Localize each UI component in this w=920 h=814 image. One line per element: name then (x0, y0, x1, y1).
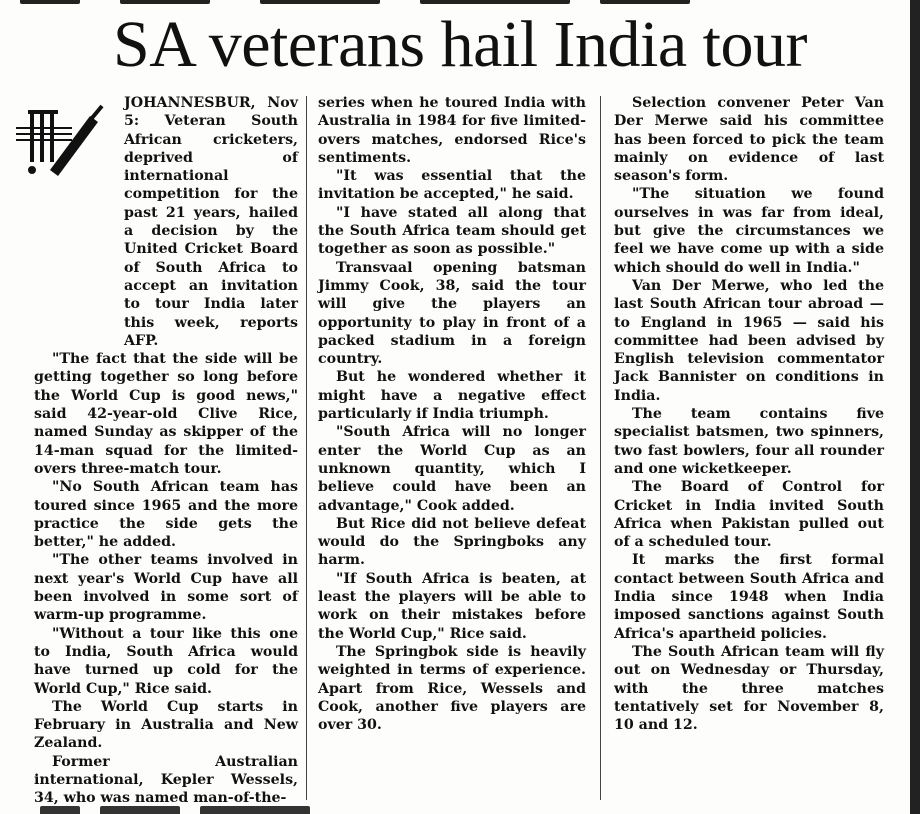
article-paragraph: "If South Africa is beaten, at least the players will be able to work on their mistakes before the World Cup," Rice said. (318, 570, 586, 642)
article-paragraph: The Board of Control for Cricket in India invited South Africa when Pakistan pulled out of a scheduled tour. (614, 479, 884, 551)
column-rule (600, 96, 601, 800)
article-paragraph: "South Africa will no longer enter the World Cup as an unknown quantity, which I believe could have been an advantage," Cook added. (318, 424, 586, 514)
article-paragraph: "No South African team has toured since 1965 and the more practice the side gets the better," he added. (34, 479, 298, 551)
article-paragraph: Selection convener Peter Van Der Merwe said his committee has been forced to pick the team mainly on evidence of last season's form. (614, 95, 884, 185)
article-paragraph: The World Cup starts in February in Australia and New Zealand. (34, 698, 298, 752)
article-paragraph: But he wondered whether it might have a negative effect particularly if India triumph. (318, 369, 586, 423)
article-paragraph: Van Der Merwe, who led the last South African tour abroad — to England in 1965 — said his committee had been advised by English television commentator Jack Bannister on conditions in India. (614, 277, 884, 404)
article-paragraph: Transvaal opening batsman Jimmy Cook, 38, said the tour will give the players an opportunity to play in front of a packed stadium in a foreign country. (318, 259, 586, 368)
article-paragraph: The Springbok side is heavily weighted in terms of experience. Apart from Rice, Wessels and Cook, another five players are over 30. (318, 643, 586, 734)
article-paragraph: "The fact that the side will be getting together so long before the World Cup is good news," said 42-year-old Clive Rice, named Sunday as skipper of the 14-man squad for the limited-overs three-match tour. (34, 351, 298, 477)
article-column-2 (318, 94, 586, 734)
article-paragraph: Former Australian international, Kepler Wessels, 34, who was named man-of-the- (34, 753, 298, 807)
headline: SA veterans hail India tour (112, 8, 807, 81)
article-paragraph: But Rice did not believe defeat would do the Springboks any harm. (318, 515, 586, 569)
column-rule (306, 96, 307, 800)
article-paragraph: "I have stated all along that the South Africa team should get together as soon as possible." (318, 204, 586, 258)
article-paragraph: JOHANNESBUR, Nov 5: Veteran South African cricketers, deprived of international competition for the past 21 years, hailed a decision by the United Cricket Board of South Africa to accept an invitation to tour India later this week, reports AFP. (124, 95, 298, 349)
article-column-1 (34, 94, 298, 808)
article-column-3 (614, 94, 884, 734)
article-paragraph: The team contains five specialist batsmen, two spinners, two fast bowlers, four all rounder and one wicketkeeper. (614, 406, 884, 477)
cropped-next-line (30, 800, 330, 814)
cropped-previous-line (0, 0, 920, 8)
article-paragraph: "The situation we found ourselves in was far from ideal, but give the circumstances we feel we have come up with a side which should do well in India." (614, 186, 884, 276)
article-paragraph: "It was essential that the invitation be accepted," he said. (318, 168, 586, 203)
article-paragraph: "Without a tour like this one to India, South Africa would have turned up cold for the World Cup," Rice said. (34, 625, 298, 697)
article-paragraph: series when he toured India with Australia in 1984 for five limited-overs matches, endorsed Rice's sentiments. (318, 95, 586, 166)
article-paragraph: The South African team will fly out on Wednesday or Thursday, with the three matches tentatively set for November 8, 10 and 12. (614, 643, 884, 734)
cricket-stumps-bat-icon (12, 100, 106, 184)
article-paragraph: It marks the first formal contact between South Africa and India since 1948 when India imposed sanctions against South Africa's apartheid policies. (614, 552, 884, 642)
page-edge-shadow (910, 0, 920, 814)
article-paragraph: "The other teams involved in next year's World Cup have all been involved in some sort of warm-up programme. (34, 552, 298, 624)
